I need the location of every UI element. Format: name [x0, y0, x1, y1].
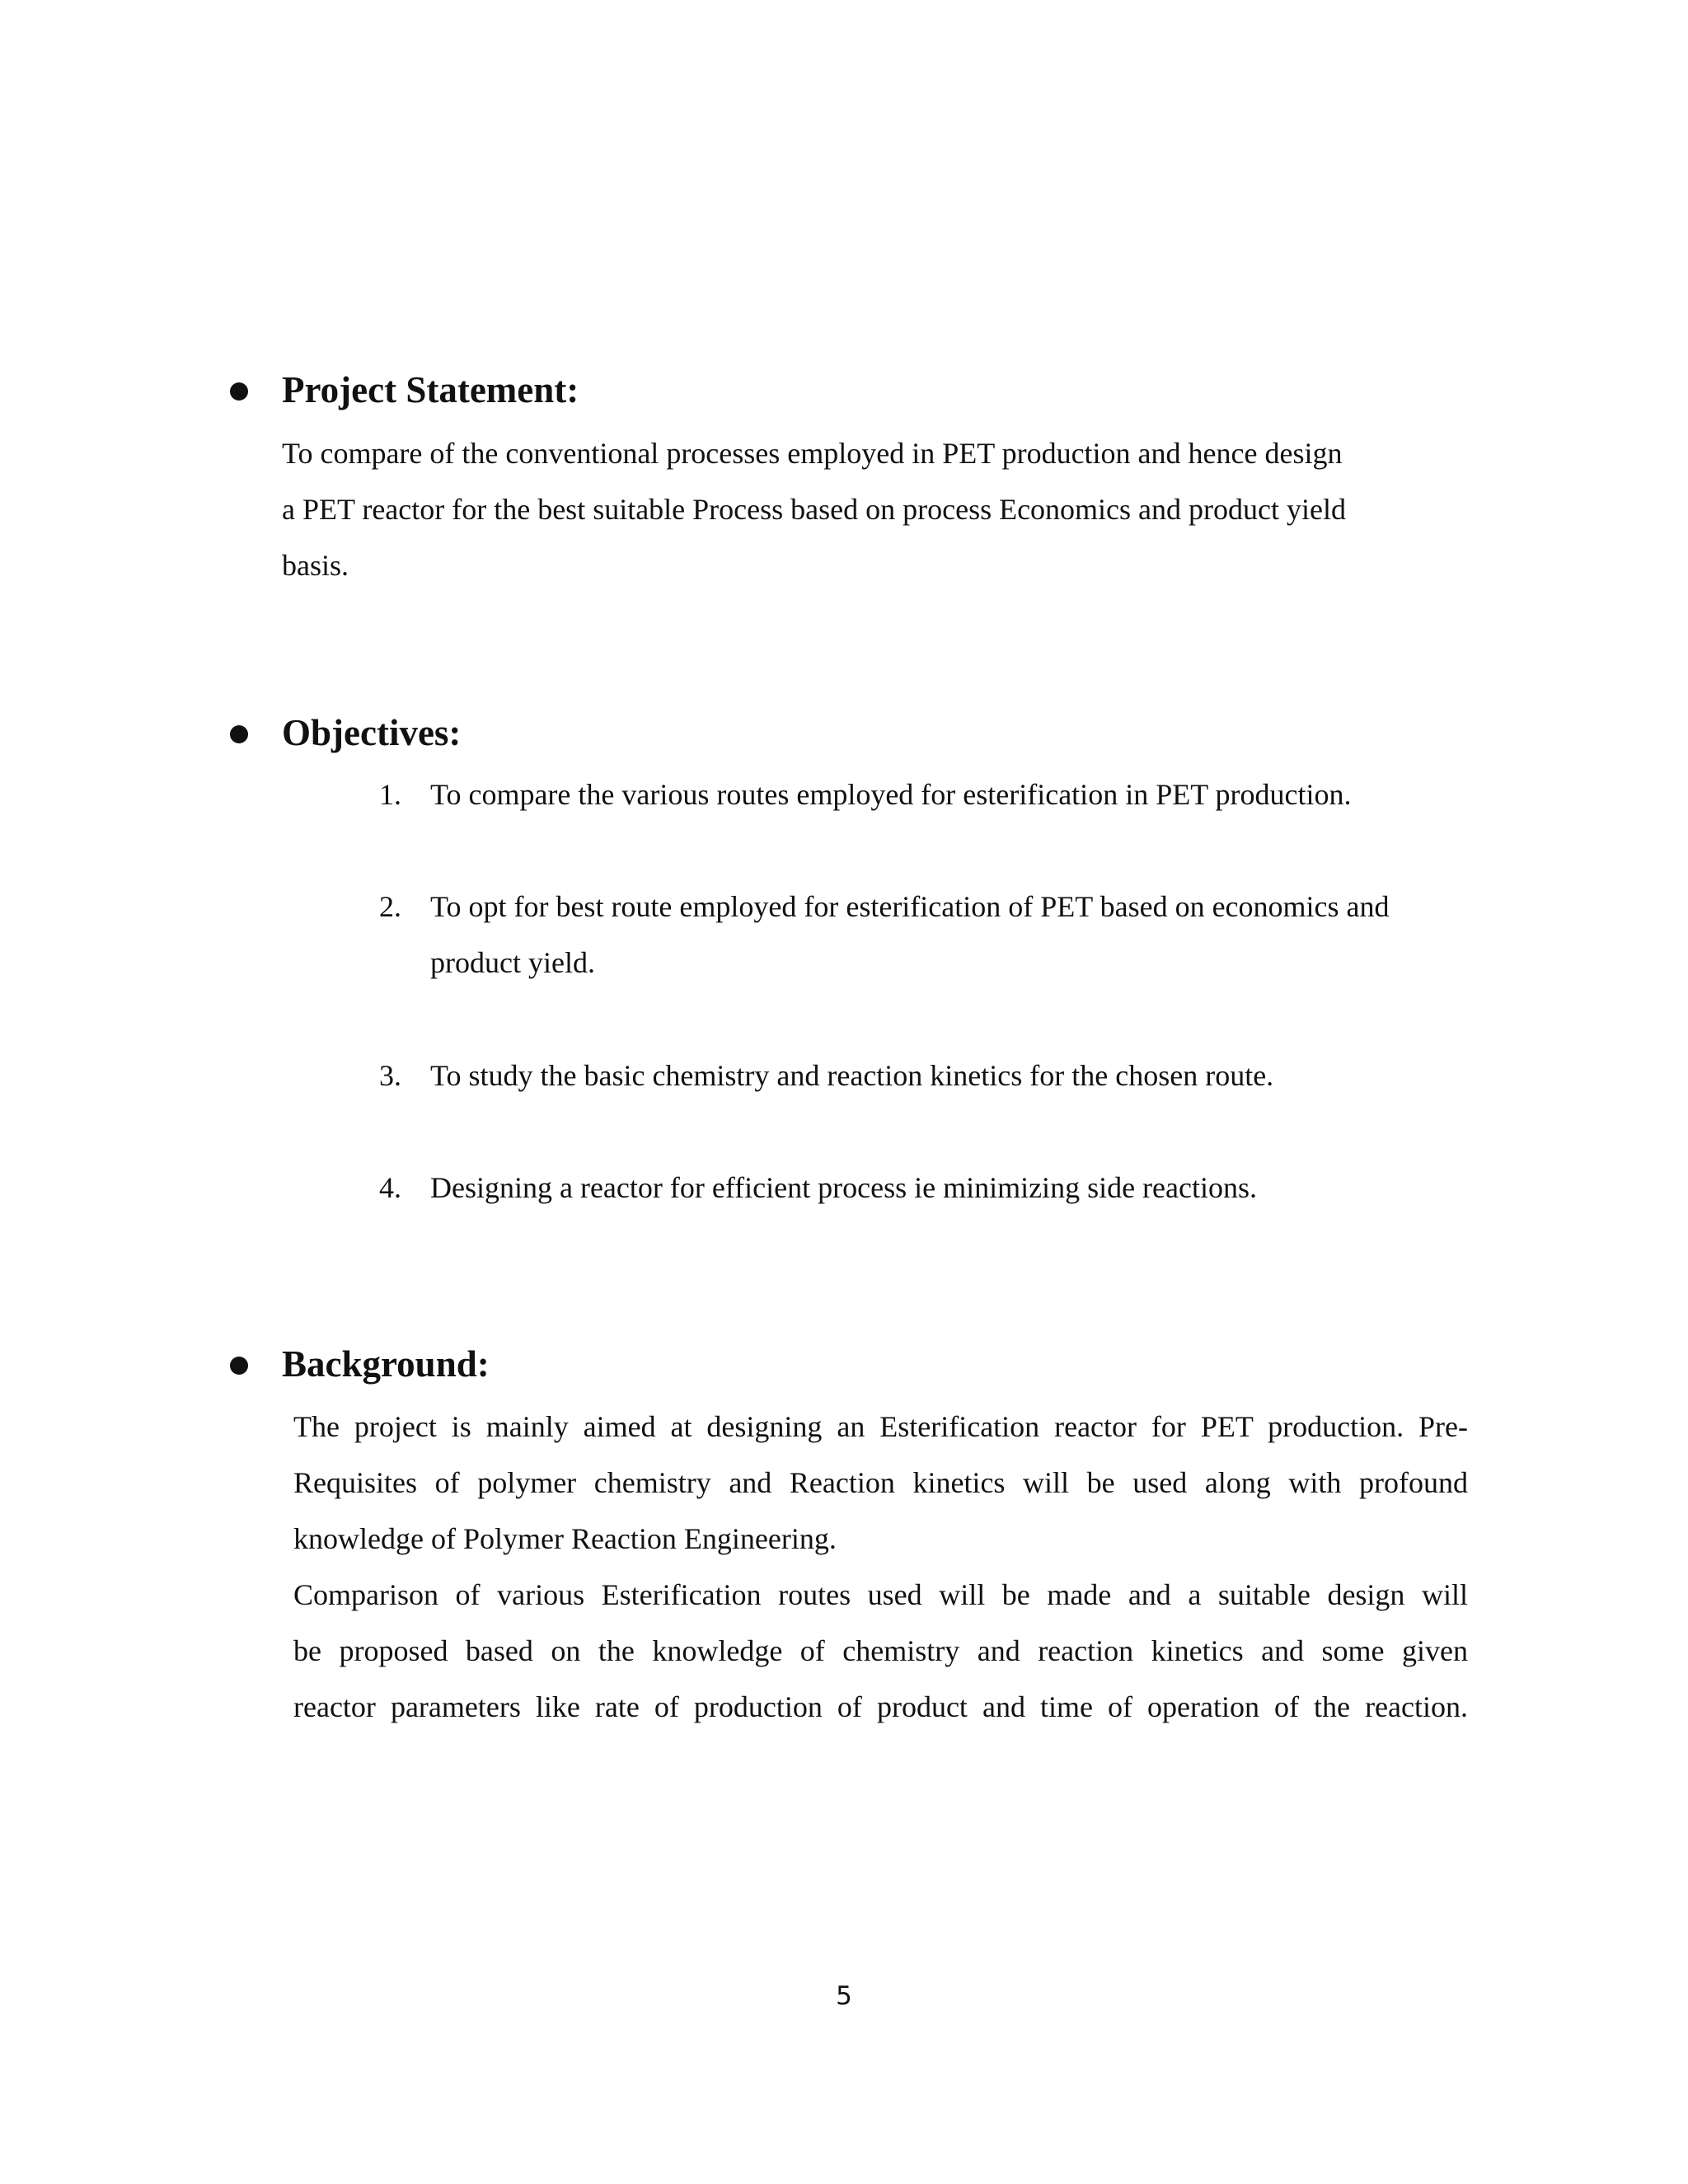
paragraph-line: Comparison of various Esterification routes used will be made and a suitable design will: [293, 1578, 1468, 1611]
bullet-icon: [230, 382, 248, 401]
bullet-icon: [230, 725, 248, 743]
objective-item: [430, 1160, 1469, 1216]
objective-line: Designing a reactor for efficient process ie minimizing side reactions.: [430, 1171, 1257, 1204]
section-heading-objectives: Objectives:: [282, 712, 462, 753]
paragraph-line: knowledge of Polymer Reaction Engineering.: [293, 1522, 837, 1555]
page-number: 5: [836, 1981, 852, 2011]
objective-item: [430, 879, 1469, 991]
paragraph-line: be proposed based on the knowledge of chemistry and reaction kinetics and some given: [293, 1634, 1468, 1667]
objective-number: 4.: [379, 1171, 401, 1204]
objective-number: 2.: [379, 890, 401, 923]
objective-item: [430, 766, 1469, 823]
objective-line: To opt for best route employed for esterification of PET based on economics and: [430, 890, 1390, 923]
bullet-icon: [230, 1357, 248, 1375]
section-heading-project-statement: Project Statement:: [282, 369, 579, 410]
paragraph-line: basis.: [282, 549, 349, 582]
paragraph-line: reactor parameters like rate of production of product and time of operation of the reaction.: [293, 1690, 1468, 1723]
project-statement-paragraph: [282, 425, 1452, 593]
paragraph-line: a PET reactor for the best suitable Process based on process Economics and product yield: [282, 493, 1346, 526]
objective-number: 1.: [379, 778, 401, 811]
paragraph-line: Requisites of polymer chemistry and Reaction kinetics will be used along with profound: [293, 1466, 1468, 1499]
objective-line: product yield.: [430, 946, 595, 979]
section-heading-background: Background:: [282, 1343, 490, 1385]
objective-line: To study the basic chemistry and reaction kinetics for the chosen route.: [430, 1059, 1274, 1092]
background-paragraph: [293, 1399, 1468, 1735]
objective-line: To compare the various routes employed for esterification in PET production.: [430, 778, 1352, 811]
objective-item: [430, 1047, 1469, 1104]
objective-number: 3.: [379, 1059, 401, 1092]
paragraph-line: The project is mainly aimed at designing an Esterification reactor for PET production. Pre-: [293, 1410, 1468, 1443]
paragraph-line: To compare of the conventional processes employed in PET production and hence design: [282, 437, 1343, 470]
